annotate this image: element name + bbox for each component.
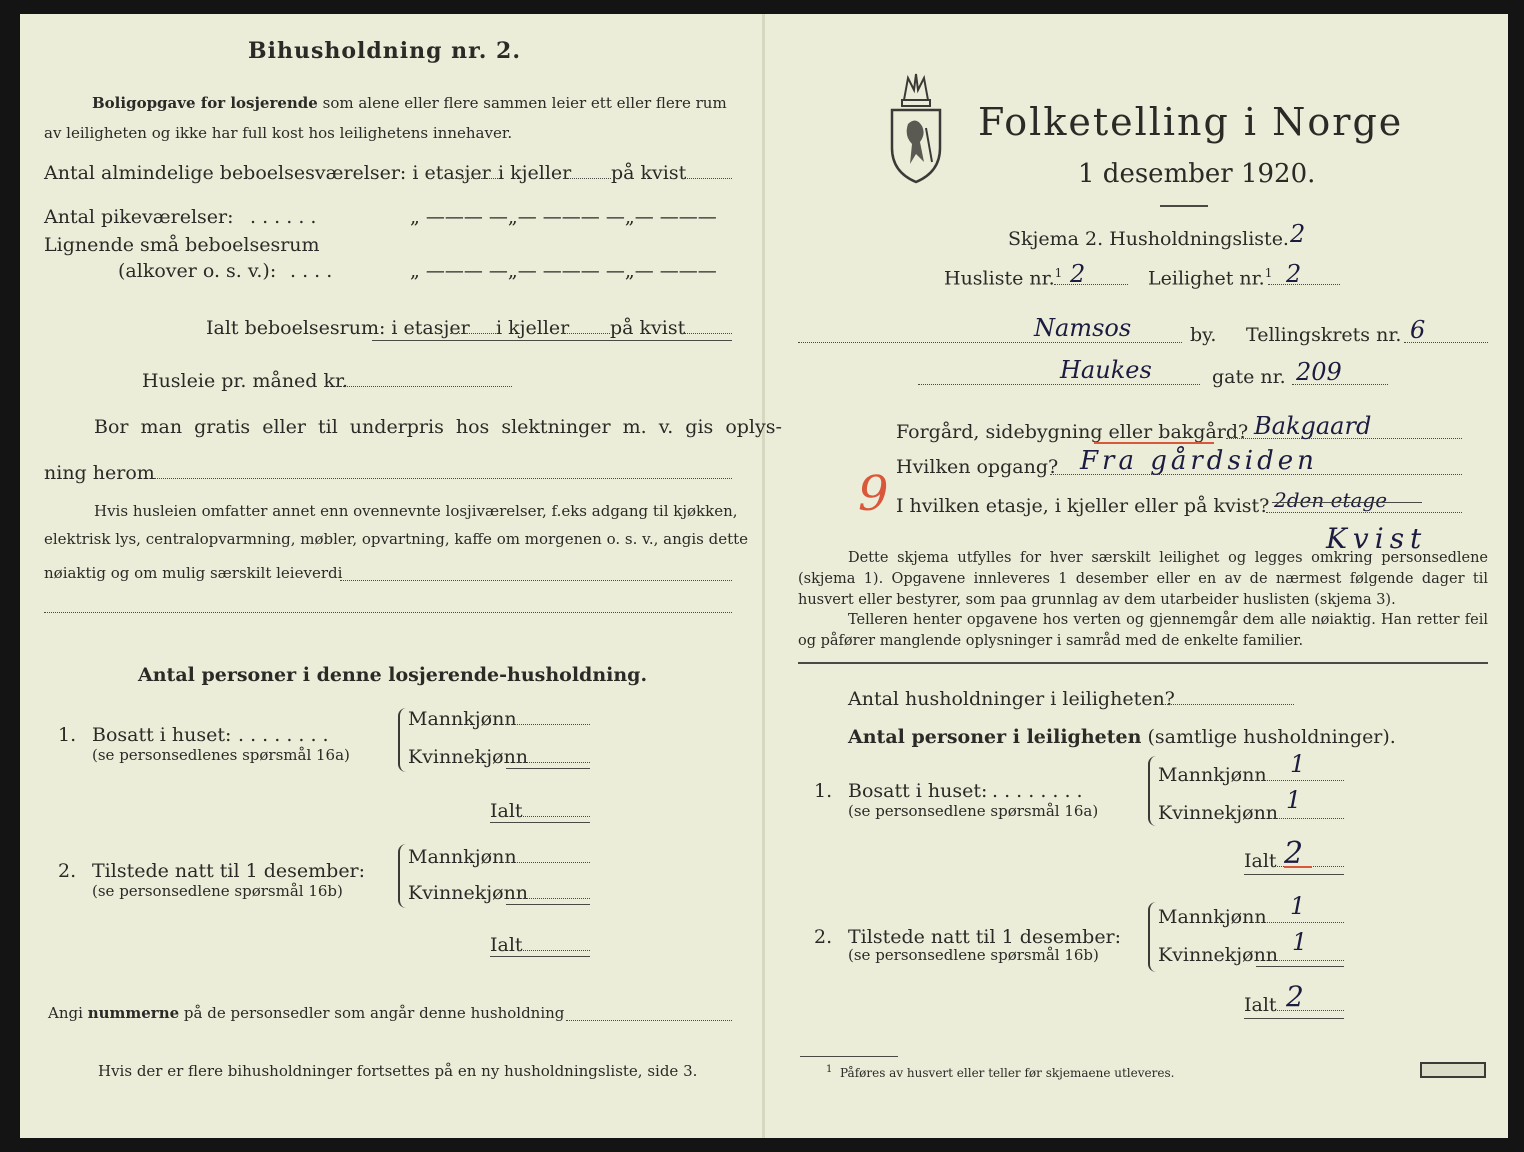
left-item2-label: Tilstede natt til 1 desember: [92,860,366,882]
right-item2-mann: Mannkjønn [1158,906,1267,928]
left-item2-mann-field [506,862,590,863]
husliste-text: Husliste nr. [944,267,1055,290]
right-personer-bold: Antal personer i leiligheten [848,726,1142,748]
instructions-2: Telleren henter opgavene hos verten og gjennemgår dem alle nøiaktig. Han retter feil og påfører manglende oplysninger i samråd med de enkelte familier. [798,612,1488,649]
right-item2-rule [1256,966,1344,967]
left-item2-ialt-field [520,950,590,951]
husliste-sup: 1 [1054,266,1063,280]
husleie-field [338,386,512,387]
left-item1-ialt-field [520,816,590,817]
left-item2-num: 2. [58,860,77,882]
footnote-text: Påføres av husvert eller teller før skjemaene utleveres. [840,1066,1175,1080]
left-item1-mann-field [506,724,590,725]
gratis-line-2: ning herom [44,462,155,484]
leilighet-hw: 2 [1286,260,1302,288]
left-item1-sub: (se personsedlenes spørsmål 16a) [92,746,350,764]
left-item1-num: 1. [58,724,77,746]
right-item1-ialt: Ialt [1244,850,1277,872]
angi-rest: på de personsedler som angår denne husholdning [183,1004,565,1022]
right-item1-label: Bosatt i huset: [848,780,988,802]
red-pencil-mark: 9 [858,466,889,522]
printer-stamp [1420,1062,1486,1078]
left-item1-kvinne: Kvinnekjønn [408,746,529,768]
ialt-kjeller-label: i kjeller [496,317,570,339]
pike-label: Antal pikeværelser: [44,206,234,228]
forgaard-question: Forgård, sidebygning eller bakgård? [896,421,1249,443]
left-item1-dots: . . . . . . . . [238,724,329,746]
left-item2-mann: Mannkjønn [408,846,517,868]
right-item2-label: Tilstede natt til 1 desember: [848,926,1122,948]
lignende-dots: . . . . [290,260,333,282]
leilighet-sup: 1 [1264,266,1273,280]
forgaard-hw: Bakgaard [1254,412,1372,440]
right-item2-ialt: Ialt [1244,994,1277,1016]
right-item1-ialt-hw: 2 [1284,836,1304,871]
ialt-rooms-label: Ialt beboelsesrum: i etasjer [206,317,470,339]
opgang-hw: Fra gårdsiden [1080,446,1318,476]
right-item2-kvinne-field [1270,960,1344,961]
right-item2-mann-field [1256,922,1344,923]
right-item1-num: 1. [814,780,833,802]
right-date: 1 desember 1920. [1078,159,1316,189]
by-label: by. [1190,324,1217,346]
footnote-number: 1 [826,1064,833,1075]
by-hw: Namsos [1034,314,1132,342]
lignende-ditto: „ ——— —„— ——— —„— ——— [410,260,717,282]
title-rule [1160,205,1208,207]
husliste-hw: 2 [1070,260,1086,288]
rooms-kjeller-field [563,178,611,179]
left-item1-label: Bosatt i huset: [92,724,232,746]
intro-line-1 [92,94,727,112]
skjema-label: Skjema 2. Husholdningsliste. [1008,228,1289,250]
right-item1-ialt-rule [1244,874,1344,875]
husliste-label [944,266,1062,289]
husleie-label: Husleie pr. måned kr. [142,370,349,392]
left-item1-kvinne-field [518,762,590,763]
husholdninger-question: Antal husholdninger i leiligheten? [848,688,1175,710]
pike-dots: . . . . . . [250,206,317,228]
right-personer-heading [848,726,1396,748]
right-item2-kvinne: Kvinnekjønn [1158,944,1279,966]
angi-bold: nummerne [87,1004,180,1022]
right-item1-mann-hw: 1 [1290,750,1306,778]
right-item2-ialt-field [1274,1010,1344,1011]
leilighet-label [1148,266,1272,289]
right-item1-mann: Mannkjønn [1158,764,1267,786]
right-item1-kvinne-field [1270,818,1344,819]
gate-label: gate nr. [1212,366,1286,388]
omfatter-line-2: elektrisk lys, centralopvarmning, møbler, opvartning, kaffe om morgenen o. s. v., angis dette [44,530,749,548]
left-item2-sub: (se personsedlene spørsmål 16b) [92,882,343,900]
page-fold [762,14,765,1138]
husholdninger-field [1160,704,1294,705]
right-item2-ialt-hw: 2 [1286,980,1304,1013]
left-item1-mann: Mannkjønn [408,708,517,730]
left-personer-heading: Antal personer i denne losjerende-husholdning. [138,664,648,686]
etasje-hw-2: Kvist [1326,522,1428,555]
pike-ditto: „ ——— —„— ——— —„— ——— [410,206,717,228]
right-item2-kvinne-hw: 1 [1292,928,1308,956]
angi-field [566,1020,732,1021]
left-item2-kvinne-field [518,898,590,899]
gratis-field [154,478,732,479]
intro-rest: som alene eller flere sammen leier ett eller flere rum [322,94,727,112]
lignende-line-2: (alkover o. s. v.): [118,260,277,282]
husliste-field [1054,284,1128,285]
ialt-kjeller-field [562,333,610,334]
intro-bold: Boligopgave for losjerende [92,94,318,112]
flere-line: Hvis der er flere bihusholdninger fortsettes på en ny husholdningsliste, side 3. [98,1062,698,1080]
etasje-hw: 2den etage [1274,488,1388,512]
rooms-kjeller-label: i kjeller [498,162,572,184]
left-item2-ialt: Ialt [490,934,523,956]
left-title: Bihusholdning nr. 2. [248,38,521,64]
census-form-sheet [20,14,1508,1138]
right-item1-kvinne-hw: 1 [1286,786,1302,814]
right-item2-ialt-rule [1244,1018,1344,1019]
left-item1-ialt: Ialt [490,800,523,822]
forgaard-underline [1094,442,1214,444]
rooms-label: Antal almindelige beboelsesværelser: i etasjer [44,162,491,184]
rooms-kvist-field [684,178,732,179]
right-item1-mann-field [1256,780,1344,781]
footnote-rule [800,1056,898,1057]
instructions-1: Dette skjema utfylles for hver særskilt leilighet og legges omkring personsedlene (skjema 1). Opgavene innleveres 1 desember eller en av de nærmest følgende dager til husvert eller bestyrer, som paa grunnlag av dem utarbeider huslisten (skjema 3). [798,550,1488,608]
left-item2-ialt-rule [490,956,590,957]
opgang-question: Hvilken opgang? [896,456,1059,478]
right-title: Folketelling i Norge [978,100,1404,144]
right-item1-dots: . . . . . . . . [992,780,1083,802]
right-personer-rest: (samtlige husholdninger). [1147,726,1396,748]
tellingskrets-hw: 6 [1410,316,1426,344]
ialt-kvist-field [684,333,732,334]
lignende-line-1: Lignende små beboelsesrum [44,234,320,256]
right-item1-sub: (se personsedlene spørsmål 16a) [848,802,1099,820]
rooms-kvist-label: på kvist [611,162,687,184]
left-item1-ialt-rule [490,822,590,823]
right-item2-sub: (se personsedlene spørsmål 16b) [848,946,1099,964]
ialt-etasjer-field [450,333,496,334]
ialt-kvist-label: på kvist [610,317,686,339]
left-item2-kvinne: Kvinnekjønn [408,882,529,904]
gate-nr-hw: 209 [1296,358,1342,386]
angi-line [48,1004,564,1022]
coat-of-arms-icon [886,70,946,186]
etasje-question: I hvilken etasje, i kjeller eller på kvist? [896,495,1270,517]
right-item2-mann-hw: 1 [1290,892,1306,920]
leieverdi-field-2 [44,612,732,613]
right-item1-kvinne: Kvinnekjønn [1158,802,1279,824]
skjema-hw: 2 [1290,220,1306,248]
omfatter-line-3: nøiaktig og om mulig særskilt leieverdi [44,564,343,582]
red-check-mark [1284,866,1312,868]
by-field [798,342,1182,343]
gate-field [918,384,1200,385]
etasje-field [1266,512,1462,513]
gratis-line-1: Bor man gratis eller til underpris hos slektninger m. v. gis oplys- [94,416,782,438]
ialt-rule [372,340,732,341]
rooms-etasjer-field [448,178,498,179]
etasje-strikethrough [1272,502,1422,503]
tellingskrets-label: Tellingskrets nr. [1246,324,1402,346]
leilighet-field [1268,284,1340,285]
intro-line-2: av leiligheten og ikke har full kost hos leilighetens innehaver. [44,124,513,142]
leieverdi-field [340,580,732,581]
omfatter-line-1: Hvis husleien omfatter annet enn ovennevnte losjiværelser, f.eks adgang til kjøkken, [94,502,738,520]
left-item1-rule [506,768,590,769]
section-rule [798,662,1488,664]
right-item2-num: 2. [814,926,833,948]
footnote-line [826,1064,1174,1080]
left-item2-rule [506,904,590,905]
gate-hw: Haukes [1060,356,1152,384]
angi-pre: Angi [48,1004,83,1022]
leilighet-text: Leilighet nr. [1148,267,1265,290]
